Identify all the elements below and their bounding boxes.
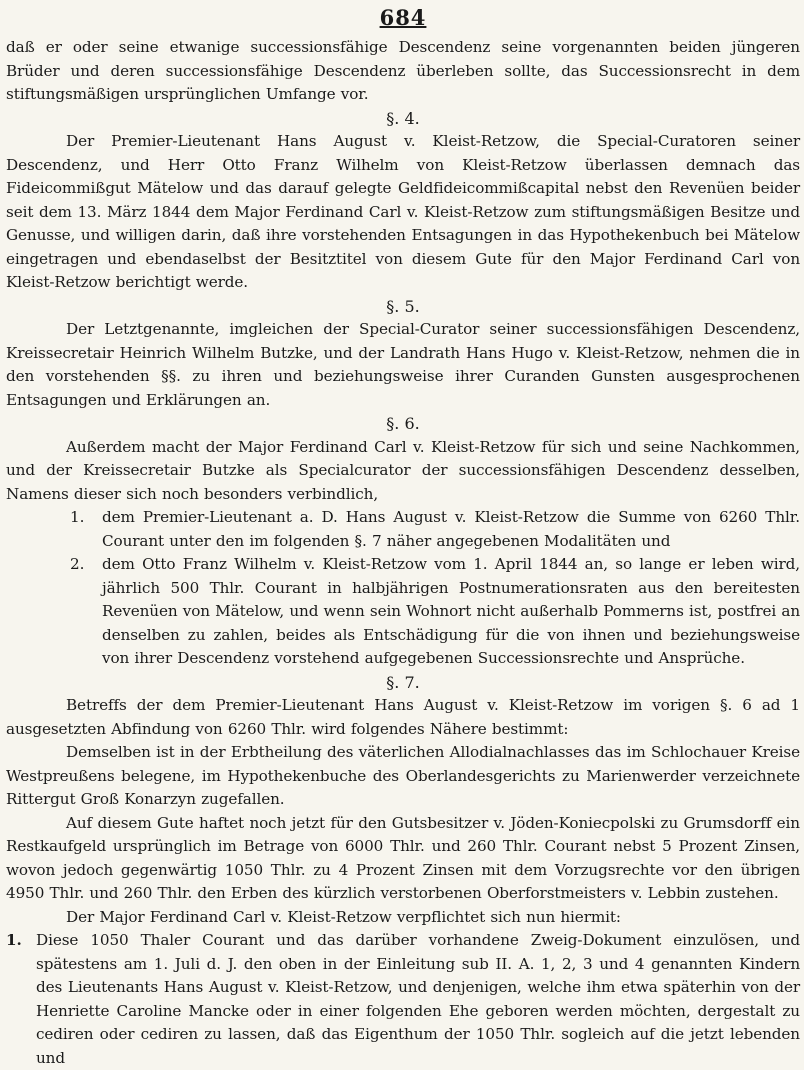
section-heading: §. 4. [386, 108, 420, 128]
list-item [6, 553, 800, 671]
paragraph: Betreffs der dem Premier-Lieutenant Hans August v. Kleist-Retzow im vorigen §. 6 ad 1 ausgesetzten Abfindung von 6260 Thlr. wird folgendes Nähere bestimmt: [6, 696, 800, 738]
section-heading: §. 7. [386, 672, 420, 692]
document-body [6, 36, 800, 1070]
list-item [6, 506, 800, 553]
paragraph: Außerdem macht der Major Ferdinand Carl v. Kleist-Retzow für sich und seine Nachkommen, und der Kreissecretair Butzke als Specialcurator der successionsfähigen Descendenz desselben, Namens dieser sich noch besonders verbindlich, [6, 437, 800, 503]
page-number: 684 [379, 5, 427, 30]
paragraph: Demselben ist in der Erbtheilung des väterlichen Allodialnachlasses das im Schlochauer Kreise Westpreußens belegene, im Hypothekenbuche des Oberlandesgerichts zu Marienwerder verzeichnete Rittergut Groß Konarzyn zugefallen. [6, 743, 800, 808]
paragraph: Der Letztgenannte, imgleichen der Special-Curator seiner successionsfähigen Descendenz, Kreissecretair Heinrich Wilhelm Butzke, und der Landrath Hans Hugo v. Kleist-Retzow, nehmen die in den vorstehenden §§. zu ihren und beziehungsweise ihrer Curanden Gunsten ausgesprochenen Entsagungen und Erklärungen an. [6, 320, 800, 409]
list-item-number: 1. [6, 931, 22, 949]
list-item-text: dem Premier-Lieutenant a. D. Hans August v. Kleist-Retzow die Summe von 6260 Thlr. Courant unter den im folgenden §. 7 näher angegebenen Modalitäten und [102, 508, 800, 550]
list-item-number: 1. [70, 508, 85, 526]
list-item-text: Diese 1050 Thaler Courant und das darüber vorhandene Zweig-Dokument einzulösen, und spätestens am 1. Juli d. J. den oben in der Einleitung sub II. A. 1, 2, 3 und 4 genannten Kindern des Lieutenants Hans August v. Kleist-Retzow, und denjenigen, welche ihm etwa späterhin von der Henriette Caroline Mancke oder in einer folgenden Ehe geboren werden möchten, dergestalt zu cediren oder cediren zu lassen, daß das Eigenthum der 1050 Thlr. sogleich auf die jetzt lebenden und [36, 931, 800, 1067]
section-heading: §. 5. [386, 296, 420, 316]
paragraph: Der Major Ferdinand Carl v. Kleist-Retzow verpflichtet sich nun hiermit: [66, 907, 621, 926]
list-item-number: 2. [70, 555, 85, 573]
list-item [6, 929, 800, 1070]
list-item-text: dem Otto Franz Wilhelm v. Kleist-Retzow vom 1. April 1844 an, so lange er leben wird, jährlich 500 Thlr. Courant in halbjährigen Postnumerationsraten aus den bereitesten Revenüen von Mätelow, und wenn sein Wohnort nicht außerhalb Pommerns ist, postfrei an denselben zu zahlen, beides als Entschädigung für die von ihnen und beziehungsweise von ihrer Descendenz vorstehend aufgegebenen Successionsrechte und Ansprüche. [102, 555, 800, 667]
paragraph: Der Premier-Lieutenant Hans August v. Kleist-Retzow, die Special-Curatoren seiner Descendenz, und Herr Otto Franz Wilhelm von Kleist-Retzow überlassen demnach das Fideicommißgut Mätelow und das darauf gelegte Geldfideicommißcapital nebst den Revenüen beider seit dem 13. März 1844 dem Major Ferdinand Carl v. Kleist-Retzow zum stiftungsmäßigen Besitze und Genusse, und willigen darin, daß ihre vorstehenden Entsagungen in das Hypothekenbuch bei Mätelow eingetragen und ebendaselbst der Besitztitel von diesem Gute für den Major Ferdinand Carl von Kleist-Retzow berichtigt werde. [6, 132, 800, 291]
section-heading: §. 6. [386, 414, 420, 433]
paragraph: daß er oder seine etwanige successionsfähige Descendenz seine vorgenannten beiden jüngeren Brüder und deren successionsfähige Descendenz überleben sollte, das Successionsrecht in dem stiftungsmäßigen ursprünglichen Umfange vor. [6, 38, 800, 103]
paragraph: Auf diesem Gute haftet noch jetzt für den Gutsbesitzer v. Jöden-Koniecpolski zu Grumsdorff ein Restkaufgeld ursprünglich im Betrage von 6000 Thlr. und 260 Thlr. Courant nebst 5 Prozent Zinsen, wovon jedoch gegenwärtig 1050 Thlr. zu 4 Prozent Zinsen mit dem Vorzugsrechte vor den übrigen 4950 Thlr. und 260 Thlr. den Erben des kürzlich verstorbenen Oberforstmeisters v. Lebbin zustehen. [6, 813, 800, 902]
